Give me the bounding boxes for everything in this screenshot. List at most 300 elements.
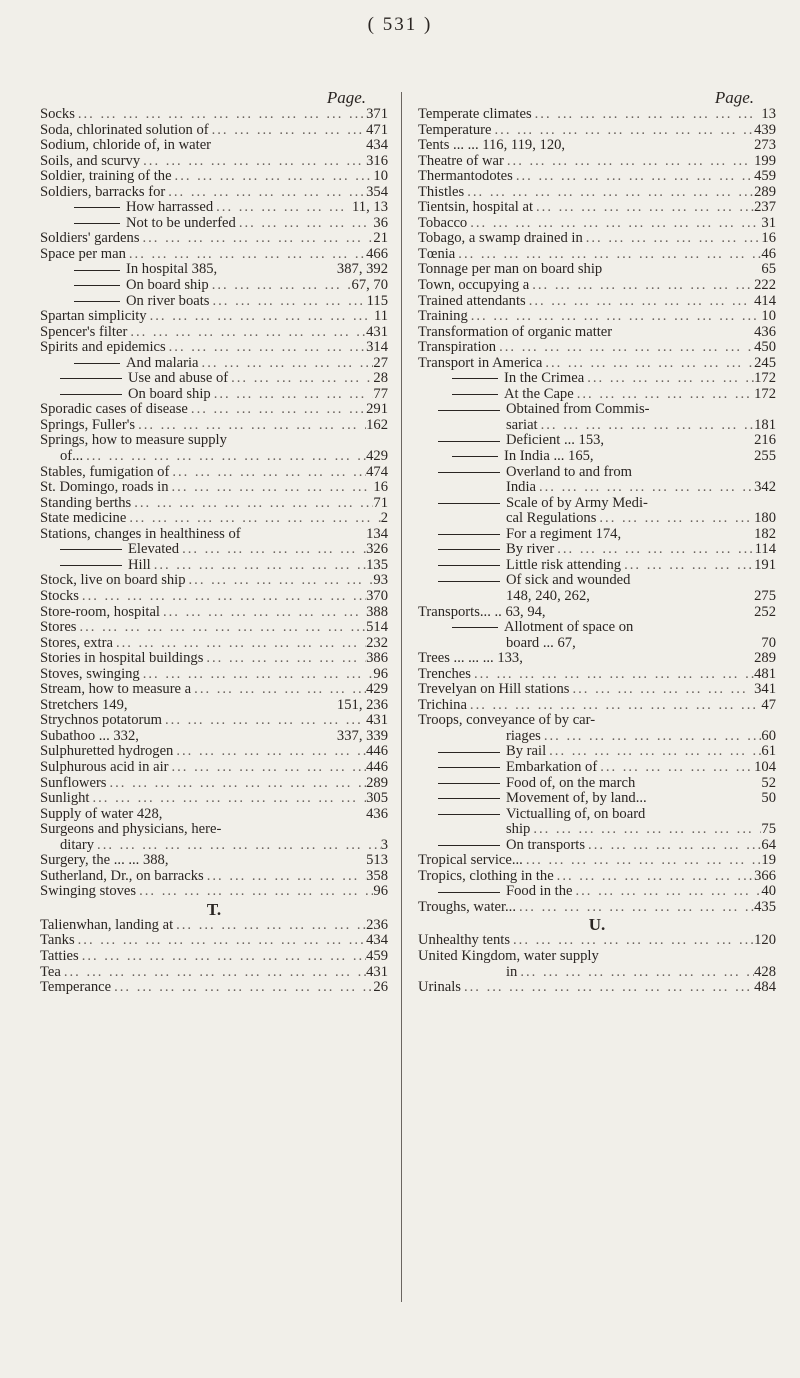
page-ref: 172 bbox=[754, 385, 776, 402]
index-entry bbox=[418, 465, 776, 481]
entry-label: Tonnage per man on board ship bbox=[418, 261, 603, 278]
leader-dots bbox=[191, 682, 366, 698]
page-ref: 436 bbox=[754, 323, 776, 340]
ditto-dash bbox=[452, 627, 498, 628]
leader-dots bbox=[468, 309, 762, 325]
leader-dots bbox=[79, 589, 366, 605]
entry-label: Obtained from Commis- bbox=[506, 401, 650, 418]
leader-dots bbox=[602, 262, 761, 278]
ditto-dash bbox=[452, 394, 498, 395]
page-ref: 26 bbox=[373, 979, 388, 996]
page-ref: 104 bbox=[754, 758, 776, 775]
index-entry bbox=[418, 682, 776, 698]
leader-dots bbox=[516, 900, 754, 916]
entry-label: Subathoo ... 332, bbox=[40, 727, 139, 744]
entry-text bbox=[40, 933, 75, 949]
entry-label: Trichina bbox=[418, 696, 467, 713]
entry-text bbox=[418, 138, 565, 154]
leader-dots bbox=[554, 869, 754, 885]
leader-dots bbox=[612, 325, 754, 341]
entry-text bbox=[418, 822, 530, 838]
index-entry bbox=[418, 449, 776, 465]
leader-dots bbox=[75, 107, 366, 123]
entry-text bbox=[40, 107, 75, 123]
entry-text bbox=[418, 573, 630, 589]
index-entry bbox=[40, 682, 388, 698]
entry-label: Temperature bbox=[418, 121, 492, 138]
index-entry bbox=[418, 216, 776, 232]
leader-dots bbox=[140, 154, 366, 170]
leader-dots bbox=[173, 744, 366, 760]
leader-dots bbox=[173, 918, 366, 934]
index-entry bbox=[418, 325, 776, 341]
index-column-left bbox=[40, 88, 388, 996]
entry-label: In hospital 385, bbox=[126, 261, 218, 278]
entry-label: Tropics, clothing in the bbox=[418, 867, 554, 884]
ditto-dash bbox=[438, 767, 500, 768]
entry-text bbox=[40, 620, 76, 636]
leader-dots bbox=[111, 980, 373, 996]
index-entry bbox=[40, 760, 388, 776]
page-ref: 114 bbox=[754, 541, 776, 558]
index-entry bbox=[40, 309, 388, 325]
leader-dots bbox=[106, 776, 366, 792]
index-entry bbox=[40, 791, 388, 807]
entry-text bbox=[418, 589, 590, 605]
index-entry bbox=[40, 294, 388, 310]
index-entry bbox=[418, 776, 776, 792]
ditto-dash bbox=[438, 814, 500, 815]
index-entry bbox=[418, 511, 776, 527]
page-ref: 255 bbox=[754, 448, 776, 465]
index-entry bbox=[418, 980, 776, 996]
index-entry bbox=[40, 511, 388, 527]
entry-text bbox=[40, 949, 79, 965]
leader-dots bbox=[546, 744, 761, 760]
index-entry bbox=[40, 169, 388, 185]
leader-dots bbox=[597, 760, 754, 776]
page-ref: 135 bbox=[366, 556, 388, 573]
ditto-dash bbox=[74, 285, 120, 286]
entry-label: Of sick and wounded bbox=[506, 572, 631, 589]
entry-label: Troops, conveyance of by car- bbox=[418, 712, 596, 729]
page-ref: 19 bbox=[761, 852, 776, 869]
index-entry bbox=[418, 933, 776, 949]
index-entry bbox=[40, 822, 388, 838]
page-ref: 232 bbox=[366, 634, 388, 651]
section-letter: U. bbox=[588, 915, 606, 935]
entry-label: Standing berths bbox=[40, 494, 132, 511]
entry-label: 148, 240, 262, bbox=[506, 587, 590, 604]
leader-dots bbox=[217, 262, 337, 278]
leader-dots bbox=[169, 465, 366, 481]
entry-label: At the Cape bbox=[504, 385, 574, 402]
entry-label: Stretchers 149, bbox=[40, 696, 128, 713]
page-ref: 180 bbox=[754, 510, 776, 527]
leader-dots bbox=[186, 573, 374, 589]
entry-label: In India ... 165, bbox=[504, 448, 594, 465]
entry-text bbox=[40, 667, 140, 683]
entry-text bbox=[40, 884, 136, 900]
entry-label: Theatre of war bbox=[418, 152, 504, 169]
entry-text bbox=[40, 231, 140, 247]
ditto-dash bbox=[438, 752, 500, 753]
entry-text bbox=[418, 980, 461, 996]
entry-text bbox=[40, 200, 213, 216]
page-ref: 474 bbox=[366, 463, 388, 480]
entry-text bbox=[418, 884, 572, 900]
entry-text bbox=[418, 340, 496, 356]
entry-label: Hill bbox=[128, 556, 151, 573]
page-ref: 252 bbox=[754, 603, 776, 620]
entry-text bbox=[418, 356, 542, 372]
leader-dots bbox=[523, 651, 754, 667]
index-entry bbox=[40, 356, 388, 372]
leader-dots bbox=[647, 791, 762, 807]
entry-label: Springs, Fuller's bbox=[40, 416, 136, 433]
index-entry bbox=[418, 262, 776, 278]
leader-dots bbox=[621, 527, 754, 543]
entry-text bbox=[418, 387, 574, 403]
page-ref: 10 bbox=[373, 168, 388, 185]
page-ref: 337, 339 bbox=[336, 727, 388, 744]
ditto-dash bbox=[438, 783, 500, 784]
index-entry bbox=[418, 387, 776, 403]
entry-text bbox=[418, 933, 510, 949]
entry-text bbox=[40, 325, 127, 341]
page-ref: 414 bbox=[754, 292, 776, 309]
index-entry bbox=[40, 636, 388, 652]
entry-text bbox=[40, 216, 236, 232]
index-entry bbox=[418, 620, 776, 636]
entry-text bbox=[418, 511, 596, 527]
page-ref: 65 bbox=[761, 261, 776, 278]
entry-text bbox=[40, 698, 128, 714]
entry-label: of... bbox=[60, 448, 84, 465]
page-ref: 236 bbox=[366, 916, 388, 933]
entry-label: For a regiment 174, bbox=[506, 525, 622, 542]
index-entry bbox=[418, 247, 776, 263]
index-entry bbox=[40, 200, 388, 216]
ditto-dash bbox=[60, 378, 122, 379]
index-entry bbox=[418, 107, 776, 123]
leader-dots bbox=[583, 231, 762, 247]
section-letter: T. bbox=[206, 899, 222, 919]
entry-text bbox=[418, 558, 621, 574]
entry-label: Training bbox=[418, 308, 468, 325]
entry-label: Springs, how to measure supply bbox=[40, 432, 227, 449]
entry-text bbox=[418, 776, 635, 792]
entry-text bbox=[418, 682, 569, 698]
index-entry bbox=[418, 900, 776, 916]
ditto-dash bbox=[438, 549, 500, 550]
leader-dots bbox=[169, 760, 367, 776]
page-ref: 10 bbox=[761, 308, 776, 325]
index-entry bbox=[418, 138, 776, 154]
entry-text bbox=[40, 651, 203, 667]
leader-dots bbox=[135, 418, 366, 434]
page-ref: 216 bbox=[754, 432, 776, 449]
index-entry bbox=[40, 340, 388, 356]
entry-label: Stoves, swinging bbox=[40, 665, 140, 682]
leader-dots bbox=[526, 294, 754, 310]
entry-label: Stations, changes in healthiness of bbox=[40, 525, 241, 542]
page-ref: 36 bbox=[373, 214, 388, 231]
entry-text bbox=[418, 542, 554, 558]
page-number: ( 531 ) bbox=[367, 14, 433, 35]
index-entry bbox=[418, 651, 776, 667]
index-entry bbox=[418, 636, 776, 652]
entry-label: Deficient ... 153, bbox=[506, 432, 605, 449]
index-entry bbox=[40, 496, 388, 512]
index-entry bbox=[40, 949, 388, 965]
index-entry bbox=[418, 480, 776, 496]
page-ref: 11, 13 bbox=[352, 199, 388, 216]
ditto-dash bbox=[74, 207, 120, 208]
index-entry bbox=[40, 807, 388, 823]
page-ref: 3 bbox=[380, 836, 388, 853]
page-ref: 96 bbox=[373, 883, 388, 900]
page-ref: 28 bbox=[373, 370, 388, 387]
entry-text bbox=[40, 480, 169, 496]
page-ref: 47 bbox=[761, 696, 776, 713]
page-ref: 172 bbox=[754, 370, 776, 387]
ditto-dash bbox=[452, 456, 498, 457]
index-entry bbox=[40, 402, 388, 418]
entry-text bbox=[40, 262, 217, 278]
ditto-dash bbox=[438, 410, 500, 411]
page-ref: 2 bbox=[380, 510, 388, 527]
page-ref: 434 bbox=[366, 137, 388, 154]
entry-text bbox=[418, 480, 536, 496]
entry-label: Tea bbox=[40, 963, 61, 980]
entry-label: Tobago, a swamp drained in bbox=[418, 230, 583, 247]
entry-text bbox=[418, 216, 467, 232]
entry-label: sariat bbox=[506, 416, 538, 433]
index-entry bbox=[418, 356, 776, 372]
entry-text bbox=[418, 965, 517, 981]
entry-label: Trevelyan on Hill stations bbox=[418, 681, 570, 698]
entry-label: Stocks bbox=[40, 587, 79, 604]
index-entry bbox=[418, 729, 776, 745]
page-ref: 289 bbox=[754, 650, 776, 667]
leader-dots bbox=[136, 884, 373, 900]
entry-label: Strychnos potatorum bbox=[40, 712, 163, 729]
leader-dots bbox=[140, 667, 374, 683]
leader-dots bbox=[585, 838, 761, 854]
page-ref: 387, 392 bbox=[336, 261, 388, 278]
index-entry bbox=[418, 433, 776, 449]
entry-text bbox=[40, 713, 162, 729]
page-ref: 450 bbox=[754, 339, 776, 356]
entry-label: Surgeons and physicians, here- bbox=[40, 821, 222, 838]
leader-dots bbox=[213, 200, 352, 216]
page-ref: 446 bbox=[366, 758, 388, 775]
index-entry bbox=[40, 154, 388, 170]
entry-label: Tœnia bbox=[418, 245, 456, 262]
entry-text bbox=[418, 838, 585, 854]
entry-label: By rail bbox=[506, 743, 547, 760]
entry-label: Spartan simplicity bbox=[40, 308, 147, 325]
index-entry bbox=[418, 418, 776, 434]
leader-dots bbox=[467, 216, 761, 232]
entry-text bbox=[40, 791, 89, 807]
index-entry bbox=[418, 965, 776, 981]
entry-text bbox=[418, 465, 632, 481]
index-entry bbox=[418, 949, 776, 965]
entry-text bbox=[418, 154, 504, 170]
leader-dots bbox=[461, 980, 754, 996]
entry-text bbox=[418, 294, 526, 310]
page-ref: 466 bbox=[366, 245, 388, 262]
ditto-dash bbox=[60, 394, 122, 395]
entry-text bbox=[418, 169, 513, 185]
entry-text bbox=[418, 433, 604, 449]
leader-dots bbox=[523, 853, 762, 869]
ditto-dash bbox=[438, 503, 500, 504]
entry-label: Sporadic cases of disease bbox=[40, 401, 188, 418]
leader-dots bbox=[648, 496, 776, 512]
page-ref: 31 bbox=[761, 214, 776, 231]
leader-dots bbox=[211, 138, 366, 154]
entry-text bbox=[40, 776, 106, 792]
leader-dots bbox=[203, 651, 366, 667]
entry-label: Stores, extra bbox=[40, 634, 113, 651]
entry-label: Town, occupying a bbox=[418, 277, 530, 294]
page-ref: 431 bbox=[366, 712, 388, 729]
ditto-dash bbox=[438, 441, 500, 442]
entry-text bbox=[418, 791, 647, 807]
entry-label: in bbox=[506, 963, 518, 980]
entry-text bbox=[40, 154, 140, 170]
entry-text bbox=[40, 853, 169, 869]
entry-text bbox=[40, 309, 147, 325]
leader-dots bbox=[188, 402, 366, 418]
page-ref: 134 bbox=[366, 525, 388, 542]
entry-label: Supply of water 428, bbox=[40, 805, 163, 822]
page-ref: 436 bbox=[366, 805, 388, 822]
leader-dots bbox=[165, 185, 366, 201]
leader-dots bbox=[590, 589, 754, 605]
ditto-dash bbox=[74, 223, 120, 224]
entry-label: Transport in America bbox=[418, 354, 543, 371]
index-entry bbox=[40, 729, 388, 745]
entry-label: Tobacco bbox=[418, 214, 468, 231]
page-ref: 388 bbox=[366, 603, 388, 620]
entry-text bbox=[418, 496, 648, 512]
entry-label: Overland to and from bbox=[506, 463, 633, 480]
entry-text bbox=[40, 822, 221, 838]
entry-label: Surgery, the ... ... 388, bbox=[40, 852, 169, 869]
entry-label: St. Domingo, roads in bbox=[40, 479, 169, 496]
page-ref: 291 bbox=[366, 401, 388, 418]
entry-text bbox=[418, 636, 576, 652]
leader-dots bbox=[536, 480, 754, 496]
entry-text bbox=[40, 729, 139, 745]
index-entry bbox=[418, 496, 776, 512]
page-ref: 275 bbox=[754, 587, 776, 604]
entry-text bbox=[418, 807, 645, 823]
ditto-dash bbox=[60, 549, 122, 550]
leader-dots bbox=[166, 340, 366, 356]
entry-label: Trees ... ... ... 133, bbox=[418, 650, 523, 667]
index-entry bbox=[40, 744, 388, 760]
column-divider bbox=[401, 92, 402, 1302]
leader-dots bbox=[604, 433, 754, 449]
index-entry bbox=[418, 667, 776, 683]
index-entry bbox=[418, 698, 776, 714]
page-ref: 199 bbox=[754, 152, 776, 169]
entry-text bbox=[40, 558, 151, 574]
entry-text bbox=[40, 807, 162, 823]
entry-label: On river boats bbox=[126, 292, 210, 309]
index-entry bbox=[418, 869, 776, 885]
entry-label: Temperance bbox=[40, 979, 112, 996]
entry-text bbox=[40, 433, 227, 449]
index-entry bbox=[40, 231, 388, 247]
leader-dots bbox=[241, 527, 366, 543]
leader-dots bbox=[538, 418, 755, 434]
entry-label: Stables, fumigation of bbox=[40, 463, 170, 480]
entry-label: Soda, chlorinated solution of bbox=[40, 121, 209, 138]
ditto-dash bbox=[438, 534, 500, 535]
leader-dots bbox=[541, 729, 762, 745]
page-ref: 371 bbox=[366, 106, 388, 122]
page-ref: 77 bbox=[373, 385, 388, 402]
page-ref: 93 bbox=[373, 572, 388, 589]
entry-text bbox=[418, 744, 546, 760]
entry-text bbox=[40, 918, 173, 934]
entry-text bbox=[40, 418, 135, 434]
index-entry bbox=[40, 107, 388, 123]
index-entry bbox=[418, 853, 776, 869]
index-entry bbox=[40, 573, 388, 589]
entry-label: Soils, and scurvy bbox=[40, 152, 141, 169]
entry-label: board ... 67, bbox=[506, 634, 576, 651]
entry-label: Tropical service... bbox=[418, 852, 523, 869]
entry-text bbox=[40, 965, 61, 981]
entry-text bbox=[418, 107, 532, 123]
index-entry bbox=[40, 247, 388, 263]
leader-dots bbox=[546, 605, 755, 621]
leader-dots bbox=[471, 667, 754, 683]
entry-text bbox=[418, 247, 455, 263]
leader-dots bbox=[599, 949, 776, 965]
leader-dots bbox=[650, 402, 777, 418]
index-entry bbox=[418, 309, 776, 325]
page-ref: 151, 236 bbox=[336, 696, 388, 713]
leader-dots bbox=[510, 933, 754, 949]
entry-label: Troughs, water... bbox=[418, 898, 516, 915]
entry-label: On board ship bbox=[128, 385, 211, 402]
leader-dots bbox=[530, 822, 761, 838]
entry-label: On board ship bbox=[126, 277, 209, 294]
index-entry bbox=[40, 185, 388, 201]
entry-label: Elevated bbox=[128, 541, 180, 558]
page-ref: 46 bbox=[761, 245, 776, 262]
entry-label: Trenches bbox=[418, 665, 471, 682]
index-entry bbox=[418, 123, 776, 139]
ditto-dash bbox=[438, 472, 500, 473]
page-ref: 431 bbox=[366, 323, 388, 340]
index-entry bbox=[40, 262, 388, 278]
entry-text bbox=[40, 356, 199, 372]
page-ref: 64 bbox=[761, 836, 776, 853]
leader-dots bbox=[94, 838, 381, 854]
index-entry bbox=[418, 589, 776, 605]
entry-label: Transformation of organic matter bbox=[418, 323, 613, 340]
page-ref: 289 bbox=[366, 774, 388, 791]
